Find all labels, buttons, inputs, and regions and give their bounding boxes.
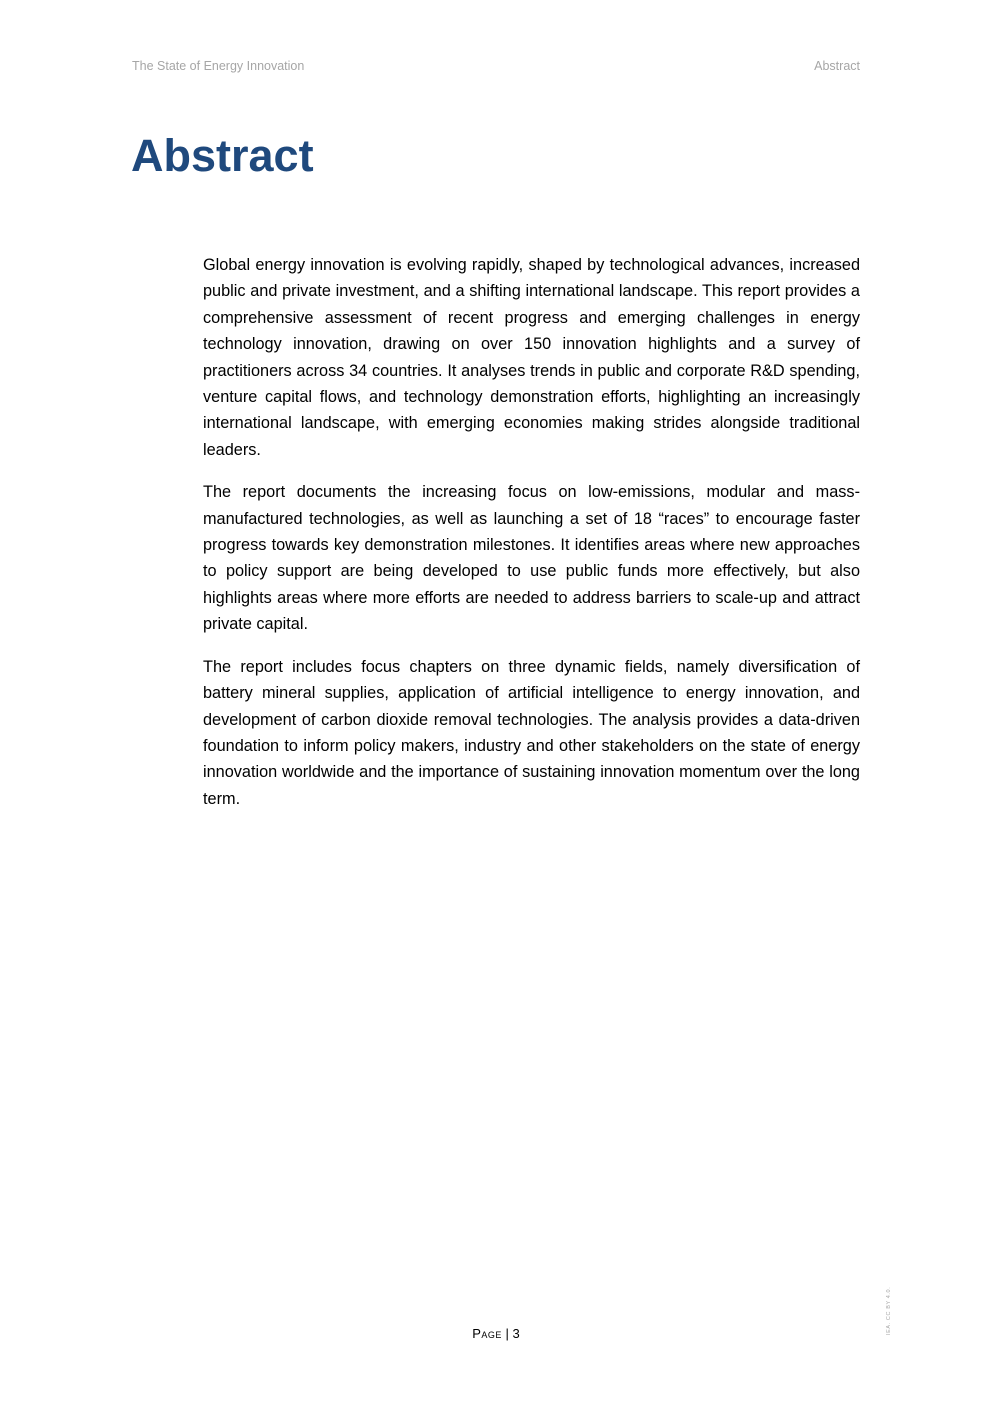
page-label: Page bbox=[472, 1326, 502, 1341]
abstract-body bbox=[203, 252, 860, 828]
abstract-paragraph-3: The report includes focus chapters on three dynamic fields, namely diversification of battery mineral supplies, application of artificial intelligence to energy innovation, and development of carbon dioxide removal technologies. The analysis provides a data-driven foundation to inform policy makers, industry and other stakeholders on the state of energy innovation worldwide and the importance of sustaining innovation momentum over the long term. bbox=[203, 657, 860, 808]
page-footer bbox=[0, 1326, 992, 1341]
abstract-paragraph-1: Global energy innovation is evolving rapidly, shaped by technological advances, increased public and private investment, and a shifting international landscape. This report provides a comprehensive assessment of recent progress and emerging challenges in energy technology innovation, drawing on over 150 innovation highlights and a survey of practitioners across 34 countries. It analyses trends in public and corporate R&D spending, venture capital flows, and technology demonstration efforts, highlighting an increasingly international landscape, with emerging economies making strides alongside traditional leaders. bbox=[203, 256, 860, 459]
license-note: IEA. CC BY 4.0. bbox=[886, 1286, 892, 1335]
running-header bbox=[132, 59, 860, 75]
header-document-title: The State of Energy Innovation bbox=[132, 59, 305, 73]
header-section-name: Abstract bbox=[814, 59, 860, 73]
page-number: 3 bbox=[512, 1326, 520, 1341]
page-title: Abstract bbox=[131, 130, 314, 181]
abstract-paragraph-2: The report documents the increasing focus on low-emissions, modular and mass-manufactured technologies, as well as launching a set of 18 “races” to encourage faster progress towards key demonstration milestones. It identifies areas where new approaches to policy support are being developed to use public funds more effectively, but also highlights areas where more efforts are needed to address barriers to scale-up and attract private capital. bbox=[203, 483, 860, 634]
page-separator: | bbox=[505, 1326, 509, 1341]
